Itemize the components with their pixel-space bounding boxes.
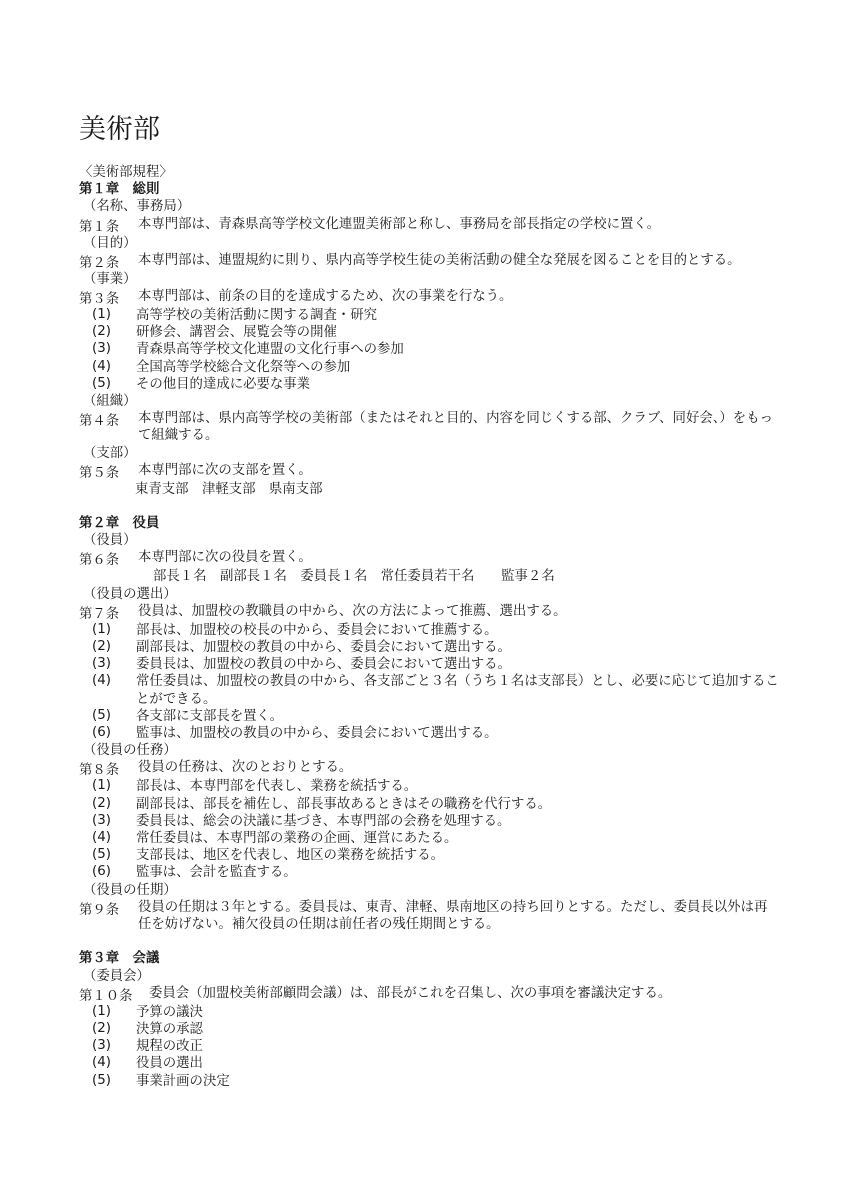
article-text: 本専門部は、連盟規約に則り、県内高等学校生徒の美術活動の健全な発展を図ることを目的とする。 [138, 252, 741, 268]
article-text: 委員会（加盟校美術部顧問会議）は、部長がこれを召集し、次の事項を審議決定する。 [149, 985, 672, 1001]
item-number: (3) [92, 812, 111, 828]
article-text: 本専門部に次の役員を置く。 [138, 550, 312, 566]
article-6 [79, 549, 779, 568]
article-text: 本専門部は、前条の目的を達成するため、次の事業を行なう。 [138, 288, 513, 304]
item-number: (6) [92, 864, 111, 880]
list-item [79, 1073, 779, 1090]
article-2 [79, 252, 779, 271]
item-text: 常任委員は、加盟校の教員の中から、各支部ごと３名（うち１名は支部長）とし、必要に応じて追加することができる。 [136, 674, 779, 707]
item-text: 常任委員は、本専門部の業務の企画、運営にあたる。 [136, 831, 458, 847]
chapter-1-heading: 第１章 総則 [79, 182, 160, 198]
article-text: 本専門部は、青森県高等学校文化連盟美術部と称し、事務局を部長指定の学校に置く。 [138, 216, 660, 232]
list-item [79, 341, 779, 358]
list-item [79, 622, 779, 639]
subtitle: 〈美術部規程〉 [79, 165, 173, 180]
item-text: 部長は、本専門部を代表し、業務を統括する。 [136, 779, 418, 795]
article-number: 第１０条 [79, 988, 133, 1004]
article-caption: （組織） [83, 393, 137, 409]
article-9 [79, 899, 779, 933]
article-caption: （目的） [83, 235, 137, 251]
item-number: (2) [92, 1021, 111, 1037]
item-text: その他目的達成に必要な事業 [136, 376, 311, 392]
list-item [79, 778, 779, 795]
article-number: 第１条 [79, 219, 120, 235]
item-text: 委員長は、加盟校の教員の中から、委員会において選出する。 [136, 657, 511, 673]
article-number: 第６条 [79, 553, 120, 569]
item-number: (4) [92, 673, 111, 689]
item-number: (1) [92, 621, 111, 637]
item-text: 役員の選出 [136, 1056, 203, 1072]
article-text: 役員の任務は、次のとおりとする。 [138, 760, 353, 776]
article-4 [79, 410, 779, 444]
list-item [79, 376, 779, 393]
item-number: (3) [92, 341, 111, 357]
article-5 [79, 462, 779, 481]
document-body [79, 164, 779, 1090]
article-caption: （委員会） [83, 968, 150, 984]
chapter-3-heading: 第３章 会議 [79, 951, 160, 967]
list-item [79, 864, 779, 881]
item-number: (2) [92, 795, 111, 811]
article-number: 第９条 [79, 902, 120, 918]
item-number: (2) [92, 324, 111, 340]
item-number: (2) [92, 639, 111, 655]
list-item [79, 847, 779, 864]
item-text: 研修会、講習会、展覧会等の開催 [136, 325, 337, 341]
article-number: 第５条 [79, 465, 120, 481]
item-number: (6) [92, 725, 111, 741]
item-text: 高等学校の美術活動に関する調査・研究 [136, 307, 378, 323]
list-item [79, 324, 779, 341]
chapter-2-heading: 第２章 役員 [79, 516, 160, 532]
article-text: 役員は、加盟校の教職員の中から、次の方法によって推薦、選出する。 [138, 603, 567, 619]
item-number: (3) [92, 656, 111, 672]
page-title: 美術部 [79, 114, 160, 145]
article-caption: （名称、事務局） [83, 199, 191, 215]
list-item [79, 725, 779, 742]
item-text: 部長は、加盟校の校長の中から、委員会において推薦する。 [136, 622, 498, 638]
item-text: 副部長は、部長を補佐し、部長事故あるときはその職務を代行する。 [136, 796, 552, 812]
section-gap [79, 498, 779, 515]
item-number: (5) [92, 707, 111, 723]
item-text: 全国高等学校総合文化祭等への参加 [136, 359, 351, 375]
item-text: 委員長は、総会の決議に基づき、本専門部の会務を処理する。 [136, 813, 511, 829]
item-text: 決算の承認 [136, 1022, 203, 1038]
item-text: 支部長は、地区を代表し、地区の業務を統括する。 [136, 848, 444, 864]
item-number: (1) [92, 778, 111, 794]
list-item [79, 656, 779, 673]
item-number: (3) [92, 1038, 111, 1054]
list-item [79, 830, 779, 847]
article-number: 第３条 [79, 291, 120, 307]
article-caption: （役員の任期） [83, 882, 177, 898]
section-gap [79, 933, 779, 950]
article-text: 本専門部に次の支部を置く。 [138, 462, 312, 478]
article-text: 本専門部は、県内高等学校の美術部（またはそれと目的、内容を同じくする部、クラブ、同好会、）をもって組織する。 [138, 411, 773, 444]
item-text: 各支部に支部長を置く。 [136, 708, 284, 724]
item-text: 規程の改正 [136, 1039, 203, 1055]
item-number: (1) [92, 306, 111, 322]
item-number: (4) [92, 830, 111, 846]
list-item [79, 813, 779, 830]
item-number: (4) [92, 358, 111, 374]
item-text: 青森県高等学校文化連盟の文化行事への参加 [136, 342, 404, 358]
article-caption: （役員） [83, 533, 137, 549]
item-number: (5) [92, 1072, 111, 1088]
list-item [79, 708, 779, 725]
list-item [79, 359, 779, 376]
item-number: (4) [92, 1055, 111, 1071]
item-text: 事業計画の決定 [136, 1073, 230, 1089]
article-caption: （役員の選出） [83, 586, 177, 602]
item-text: 監事は、会計を監査する。 [136, 865, 297, 881]
item-number: (5) [92, 847, 111, 863]
article-number: 第４条 [79, 414, 120, 430]
article-number: 第２条 [79, 255, 120, 271]
item-text: 監事は、加盟校の教員の中から、委員会において選出する。 [136, 726, 498, 742]
article-caption: （支部） [83, 445, 137, 461]
list-item [79, 307, 779, 324]
item-text: 予算の議決 [136, 1004, 203, 1020]
list-item [79, 1004, 779, 1021]
list-item [79, 639, 779, 656]
article-1 [79, 216, 779, 235]
list-item [79, 1038, 779, 1055]
item-number: (1) [92, 1003, 111, 1019]
article-3 [79, 288, 779, 307]
list-item [79, 673, 779, 707]
item-text: 副部長は、加盟校の教員の中から、委員会において選出する。 [136, 640, 511, 656]
officer-list: 部長１名 副部長１名 委員長１名 常任委員若干名 監事２名 [153, 569, 555, 585]
article-caption: （役員の任務） [83, 743, 177, 759]
item-number: (5) [92, 375, 111, 391]
article-number: 第７条 [79, 606, 120, 622]
list-item [79, 1055, 779, 1072]
article-caption: （事業） [83, 271, 137, 287]
list-item [79, 1021, 779, 1038]
article-text: 役員の任期は３年とする。委員長は、東青、津軽、県南地区の持ち回りとする。ただし、委員長以外は再任を妨げない。補欠役員の任期は前任者の残任期間とする。 [138, 899, 768, 933]
article-10 [79, 985, 779, 1004]
branch-list: 東青支部 津軽支部 県南支部 [135, 481, 323, 497]
article-number: 第８条 [79, 763, 120, 779]
article-8 [79, 759, 779, 778]
list-item [79, 796, 779, 813]
article-7 [79, 603, 779, 622]
